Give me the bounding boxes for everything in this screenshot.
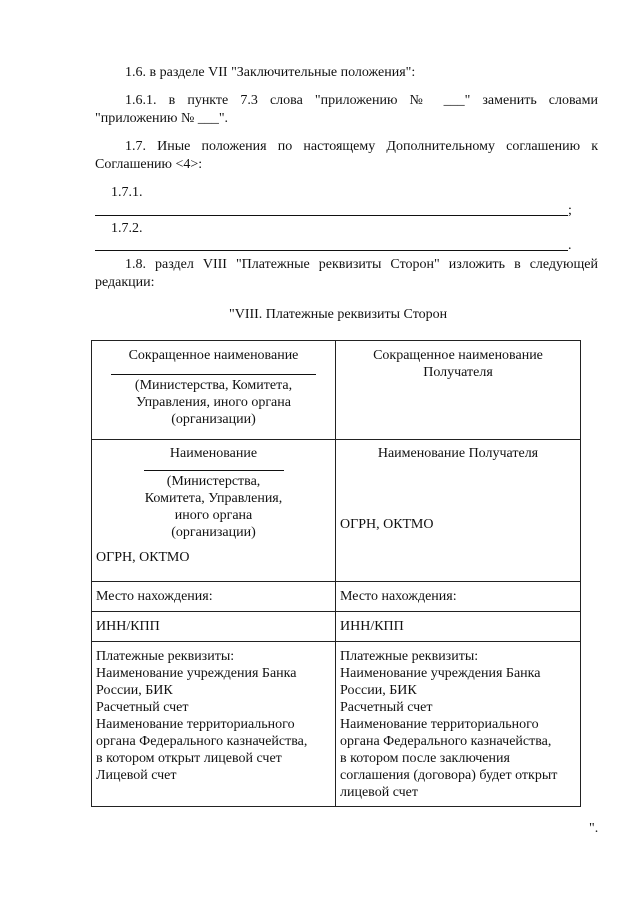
recipient-short-name-1: Сокращенное наименование — [373, 348, 543, 363]
bank-left-line-2: Наименование учреждения Банка — [96, 666, 297, 681]
table-row — [92, 612, 581, 642]
short-name-note-3: (организации) — [171, 412, 256, 427]
bank-right-line-9: лицевой счет — [340, 785, 418, 800]
section-title: "VIII. Платежные реквизиты Сторон — [229, 307, 448, 322]
bank-left-line-4: Расчетный счет — [96, 700, 189, 715]
closing-quote-mark: ". — [589, 821, 599, 836]
short-name-blank-line — [111, 374, 316, 375]
requisites-table — [91, 340, 581, 807]
bank-left-line-6: органа Федерального казначейства, — [96, 734, 308, 749]
bank-right-line-8: соглашения (договора) будет открыт — [340, 768, 558, 783]
cell-short-name-right — [336, 341, 581, 440]
bank-right-line-5: Наименование территориального — [340, 717, 539, 732]
bank-left-line-5: Наименование территориального — [96, 717, 295, 732]
short-name-title: Сокращенное наименование — [128, 348, 299, 363]
cell-location-right — [336, 582, 581, 612]
short-name-note-2: Управления, иного органа — [136, 395, 291, 410]
bank-right-line-1: Платежные реквизиты: — [340, 649, 479, 664]
cell-bank-left — [92, 642, 336, 807]
cell-name-right — [336, 440, 581, 582]
paragraph-1-7-line1: 1.7. Иные положения по настоящему Дополнительному соглашению к — [125, 139, 598, 154]
paragraph-1-6-1-line2: "приложению № ___". — [95, 111, 229, 126]
bank-left-line-3: России, БИК — [96, 683, 173, 698]
name-note-3: иного органа — [174, 508, 253, 523]
ogrn-oktmo-right: ОГРН, ОКТМО — [340, 517, 434, 532]
bank-right-line-7: в котором после заключения — [340, 751, 510, 766]
name-note-2: Комитета, Управления, — [144, 491, 283, 506]
item-1-7-1-label: 1.7.1. — [111, 185, 143, 200]
bank-left-line-8: Лицевой счет — [96, 768, 177, 783]
location-right: Место нахождения: — [340, 589, 457, 604]
name-note-1: (Министерства, — [166, 474, 261, 489]
bank-right-line-2: Наименование учреждения Банка — [340, 666, 541, 681]
item-1-7-2-blank-line — [95, 250, 568, 251]
inn-kpp-left: ИНН/КПП — [96, 619, 160, 634]
cell-location-left — [92, 582, 336, 612]
table-row — [92, 582, 581, 612]
ogrn-oktmo-left: ОГРН, ОКТМО — [96, 550, 190, 565]
name-note-4: (организации) — [171, 525, 256, 540]
location-left: Место нахождения: — [96, 589, 213, 604]
table-row — [92, 341, 581, 440]
cell-inn-right — [336, 612, 581, 642]
paragraph-1-8-line2: редакции: — [95, 275, 155, 290]
recipient-name-title: Наименование Получателя — [377, 446, 539, 461]
paragraph-1-6-1-line1: 1.6.1. в пункте 7.3 слова "приложению № ___" заменить словами — [125, 93, 598, 108]
bank-right-line-3: России, БИК — [340, 683, 417, 698]
short-name-note-1: (Министерства, Комитета, — [134, 378, 293, 393]
table-row — [92, 642, 581, 807]
paragraph-1-7-line2: Соглашению <4>: — [95, 157, 203, 172]
item-1-7-1-blank-line — [95, 215, 568, 216]
bank-right-line-4: Расчетный счет — [340, 700, 433, 715]
item-1-7-2-label: 1.7.2. — [111, 221, 143, 236]
cell-bank-right — [336, 642, 581, 807]
inn-kpp-right: ИНН/КПП — [340, 619, 404, 634]
item-1-7-2-end: . — [568, 238, 572, 253]
bank-right-line-6: органа Федерального казначейства, — [340, 734, 552, 749]
bank-left-line-7: в котором открыт лицевой счет — [96, 751, 282, 766]
cell-short-name-left — [92, 341, 336, 440]
recipient-short-name-2: Получателя — [423, 365, 493, 380]
item-1-7-1-end: ; — [568, 203, 572, 218]
table-row — [92, 440, 581, 582]
name-blank-line — [144, 470, 284, 471]
paragraph-1-6: 1.6. в разделе VII "Заключительные положения": — [125, 65, 416, 80]
cell-name-left — [92, 440, 336, 582]
cell-inn-left — [92, 612, 336, 642]
paragraph-1-8-line1: 1.8. раздел VIII "Платежные реквизиты Сторон" изложить в следующей — [125, 257, 598, 272]
name-title: Наименование — [169, 446, 258, 461]
bank-left-line-1: Платежные реквизиты: — [96, 649, 235, 664]
